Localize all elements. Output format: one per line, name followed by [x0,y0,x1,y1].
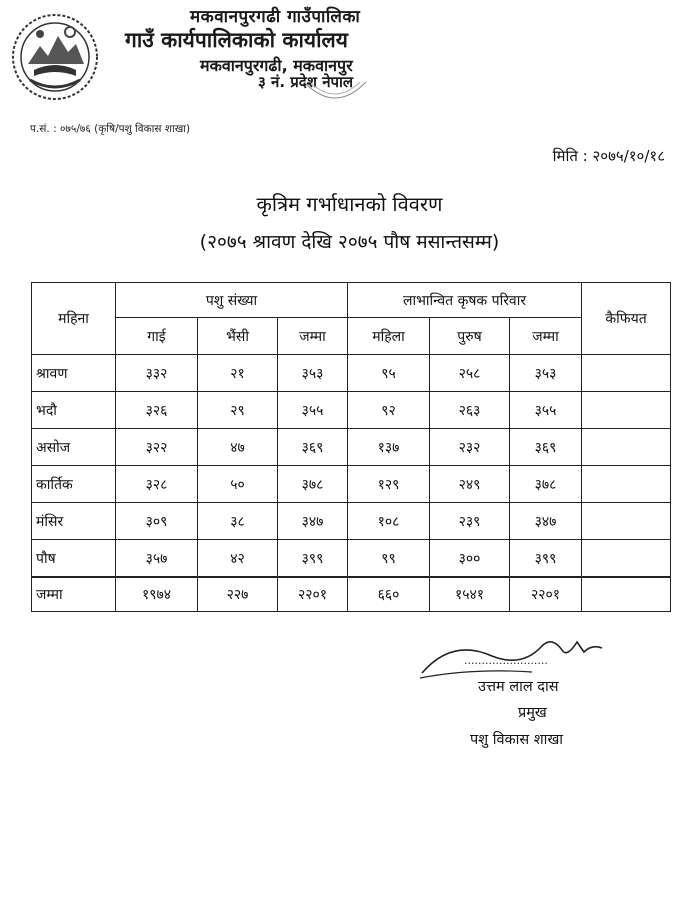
cell-total-family: २२०१ [510,577,582,612]
cell-male: २३२ [430,429,510,466]
reference-number: प.सं. : ०७५/७६ (कृषि/पशु विकास शाखा) [30,123,191,135]
cell-remarks [582,429,671,466]
cell-female: १२९ [348,466,430,503]
cell-total-female: ६६० [348,577,430,612]
cell-remarks [582,540,671,578]
cell-total-livestock: २२०१ [278,577,348,612]
cell-month: मंसिर [32,503,116,540]
signatory-branch: पशु विकास शाखा [470,732,564,748]
cell-month: कार्तिक [32,466,116,503]
document-date: मिति : २०७५/१०/१८ [552,147,665,165]
header-month: महिना [32,283,116,355]
cell-buffalo: ५० [198,466,278,503]
cell-male: २५८ [430,355,510,392]
cell-remarks [582,355,671,392]
table-row [32,429,671,466]
cell-family-total: ३४७ [510,503,582,540]
cell-livestock-total: ३५५ [278,392,348,429]
cell-buffalo: २१ [198,355,278,392]
cell-total-cow: १९७४ [116,577,198,612]
cell-buffalo: ४७ [198,429,278,466]
document-subtitle: (२०७५ श्रावण देखि २०७५ पौष मसान्तसम्म) [199,231,500,253]
cell-female: ९२ [348,392,430,429]
cell-male: ३०० [430,540,510,578]
cell-total-label: जम्मा [32,577,116,612]
signatory-name: उत्तम लाल दास [478,679,559,695]
cell-livestock-total: ३९९ [278,540,348,578]
cell-cow: ३५७ [116,540,198,578]
cell-total-male: १५४१ [430,577,510,612]
table-row [32,540,671,578]
cell-male: २३९ [430,503,510,540]
cell-cow: ३३२ [116,355,198,392]
office-stamp [300,80,370,114]
cell-buffalo: २९ [198,392,278,429]
cell-livestock-total: ३७८ [278,466,348,503]
cell-month: असोज [32,429,116,466]
cell-total-buffalo: २२७ [198,577,278,612]
cell-month: श्रावण [32,355,116,392]
table-row [32,466,671,503]
header-remarks: कैफियत [582,283,671,355]
header-buffalo: भैंसी [198,318,278,355]
cell-family-total: ३५३ [510,355,582,392]
cell-total-remarks [582,577,671,612]
nepal-emblem-logo [10,12,100,102]
signature-dots: ........................ [464,654,548,667]
cell-female: १०८ [348,503,430,540]
header-male: पुरुष [430,318,510,355]
cell-livestock-total: ३६९ [278,429,348,466]
cell-family-total: ३५५ [510,392,582,429]
cell-female: ९९ [348,540,430,578]
cell-male: २६३ [430,392,510,429]
cell-cow: ३२२ [116,429,198,466]
insemination-table [31,282,671,612]
header-municipality: मकवानपुरगढी गाउँपालिका [190,7,361,27]
cell-buffalo: ३८ [198,503,278,540]
cell-cow: ३२६ [116,392,198,429]
table-row [32,503,671,540]
signatory-role: प्रमुख [518,705,547,721]
cell-remarks [582,466,671,503]
cell-female: ९५ [348,355,430,392]
cell-cow: ३०९ [116,503,198,540]
cell-livestock-total: ३५३ [278,355,348,392]
cell-family-total: ३७८ [510,466,582,503]
header-livestock-count: पशु संख्या [116,283,348,318]
cell-remarks [582,503,671,540]
cell-family-total: ३६९ [510,429,582,466]
header-beneficiary-families: लाभान्वित कृषक परिवार [348,283,582,318]
cell-livestock-total: ३४७ [278,503,348,540]
header-family-total: जम्मा [510,318,582,355]
table-row [32,392,671,429]
cell-month: भदौ [32,392,116,429]
header-female: महिला [348,318,430,355]
cell-remarks [582,392,671,429]
cell-buffalo: ४२ [198,540,278,578]
header-address: मकवानपुरगढी, मकवानपुर [200,56,353,75]
cell-month: पौष [32,540,116,578]
header-province: ३ नं. प्रदेश नेपाल [258,73,354,91]
table-row [32,355,671,392]
total-row [32,577,671,612]
header-cow: गाई [116,318,198,355]
header-office: गाउँ कार्यपालिकाको कार्यालय [125,28,348,52]
document-title: कृत्रिम गर्भाधानको विवरण [256,192,443,216]
cell-female: १३७ [348,429,430,466]
cell-cow: ३२८ [116,466,198,503]
header-livestock-total: जम्मा [278,318,348,355]
cell-family-total: ३९९ [510,540,582,578]
cell-male: २४९ [430,466,510,503]
